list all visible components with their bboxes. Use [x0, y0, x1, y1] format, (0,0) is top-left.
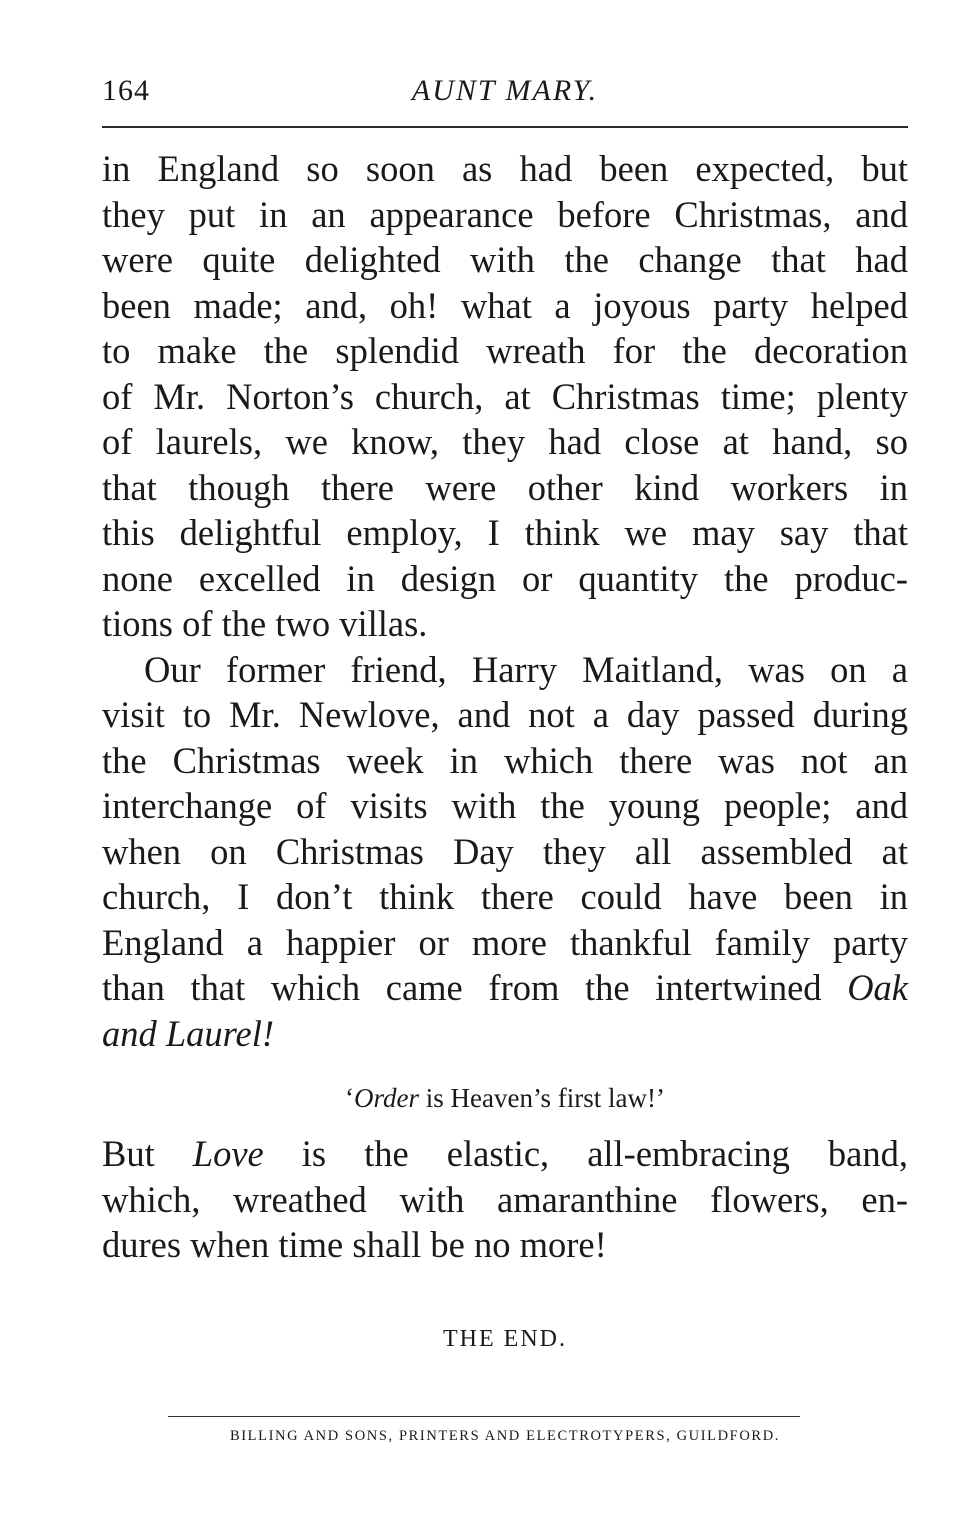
text-line-mixed	[102, 1130, 908, 1176]
body-text	[102, 146, 908, 1056]
text-segment: But	[102, 1133, 193, 1174]
text-line: that though there were other kind workers in	[102, 466, 908, 508]
text-line: visit to Mr. Newlove, and not a day passed during	[102, 694, 908, 735]
text-line: they put in an appearance before Christmas, and	[102, 193, 908, 235]
italic-text: Oak	[847, 967, 908, 1008]
text-line: tions of the two villas.	[102, 603, 428, 644]
text-line: and Laurel!	[102, 1012, 275, 1054]
page-number: 164	[102, 74, 150, 107]
text-line: were quite delighted with the change that had	[102, 239, 908, 280]
text-line: of Mr. Norton’s church, at Christmas time; plenty	[102, 375, 908, 417]
text-line: dures when time shall be no more!	[102, 1224, 607, 1265]
epigraph-quote	[102, 1080, 908, 1116]
quote-rest: is Heaven’s first law!’	[419, 1083, 665, 1113]
closing-paragraph	[102, 1130, 908, 1267]
text-line: of laurels, we know, they had close at hand, so	[102, 421, 908, 462]
text-line: in England so soon as had been expected, but	[102, 148, 908, 189]
text-line: none excelled in design or quantity the produc-	[102, 557, 908, 599]
text-line: to make the splendid wreath for the decoration	[102, 330, 908, 371]
text-line: this delightful employ, I think we may say that	[102, 512, 908, 553]
italic-text: Love	[192, 1133, 264, 1174]
text-segment: is the elastic, all-embracing band,	[263, 1133, 908, 1174]
header-rule	[102, 126, 908, 128]
text-segment: than that which came from the intertwined	[102, 967, 822, 1008]
quote-italic-word: Order	[354, 1083, 420, 1113]
the-end-label: THE END.	[443, 1326, 567, 1352]
text-line: interchange of visits with the young people; and	[102, 785, 908, 826]
text-line: which, wreathed with amaranthine flowers, en-	[102, 1178, 908, 1220]
running-title: AUNT MARY.	[411, 74, 599, 107]
text-line-mixed	[102, 965, 908, 1011]
text-line: Our former friend, Harry Maitland, was on a	[144, 648, 908, 690]
printer-imprint: BILLING AND SONS, PRINTERS AND ELECTROTYPERS, GUILDFORD.	[229, 1428, 780, 1444]
quote-open: ‘	[345, 1083, 355, 1113]
text-line: when on Christmas Day they all assembled at	[102, 830, 908, 872]
text-line: been made; and, oh! what a joyous party helped	[102, 284, 908, 326]
text-line: the Christmas week in which there was not an	[102, 739, 908, 781]
text-line: England a happier or more thankful family party	[102, 921, 908, 963]
text-line: church, I don’t think there could have been in	[102, 876, 908, 917]
footer-rule	[168, 1416, 800, 1417]
page-header	[102, 68, 908, 114]
